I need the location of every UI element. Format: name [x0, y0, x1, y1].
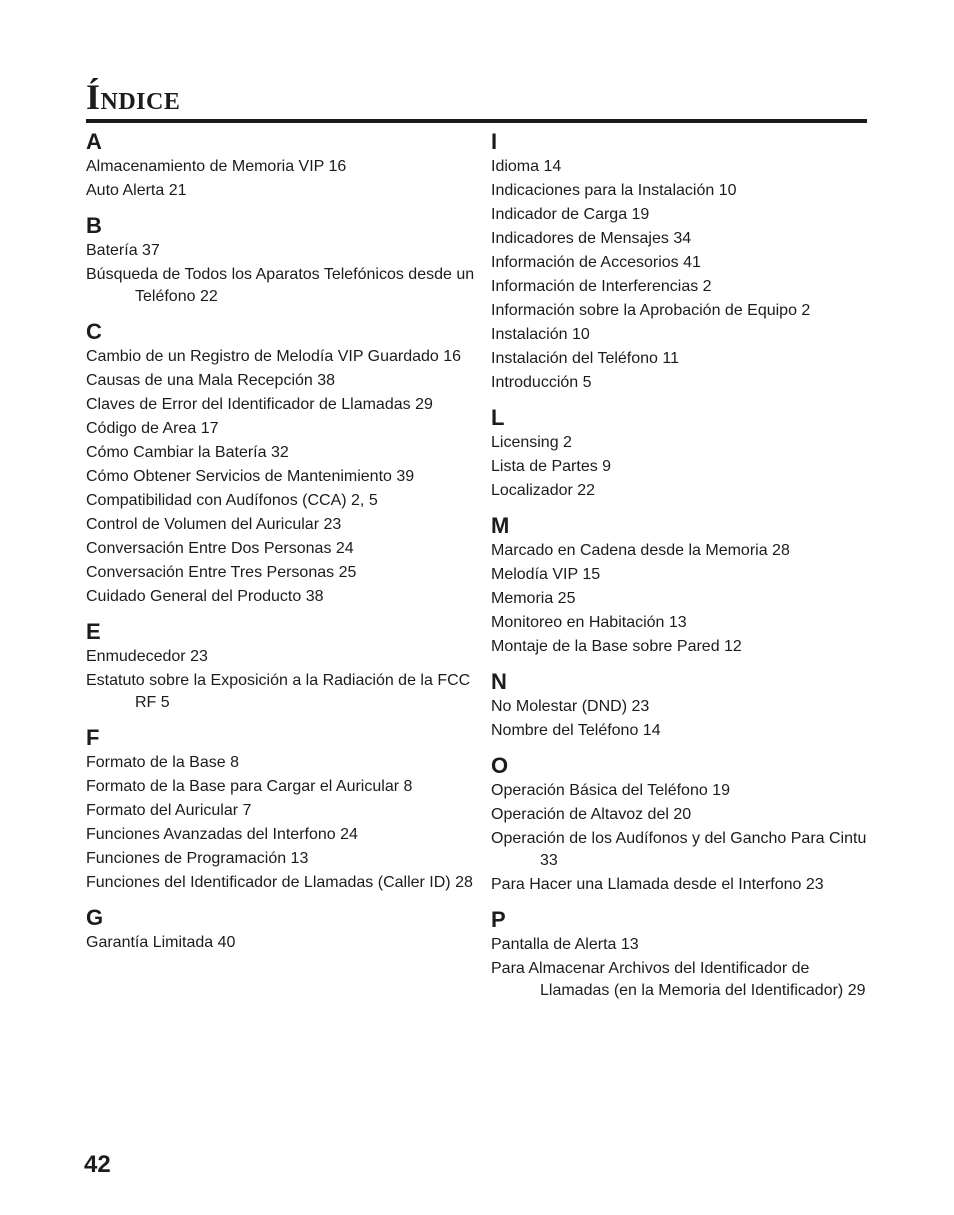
index-entry: Pantalla de Alerta 13: [491, 936, 639, 953]
index-entry: Enmudecedor 23: [86, 648, 208, 665]
index-entry: Melodía VIP 15: [491, 566, 601, 583]
index-entry: Causas de una Mala Recepción 38: [86, 372, 336, 389]
index-entry: Auto Alerta 21: [86, 182, 187, 199]
index-column-left: [86, 127, 476, 963]
index-entry: Para Hacer una Llamada desde el Interfono 23: [491, 876, 824, 893]
section-letter: P: [491, 907, 506, 932]
index-entry: Código de Area 17: [86, 420, 219, 437]
index-entry: Operación de los Audífonos y del Gancho Para Cintu 33: [491, 830, 867, 869]
index-entry: Compatibilidad con Audífonos (CCA) 2, 5: [86, 492, 378, 509]
index-entry: Indicadores de Mensajes 34: [491, 230, 692, 247]
index-entry: No Molestar (DND) 23: [491, 698, 650, 715]
index-section: [491, 403, 876, 502]
index-section: [86, 317, 476, 608]
index-entry: Formato del Auricular 7: [86, 802, 252, 819]
index-entry: Información de Accesorios 41: [491, 254, 701, 271]
index-entry: Lista de Partes 9: [491, 458, 612, 475]
title-rest: NDICE: [100, 89, 181, 115]
index-section: [86, 127, 476, 202]
section-letter: N: [491, 669, 507, 694]
index-entry: Cómo Cambiar la Batería 32: [86, 444, 289, 461]
index-entry: Indicaciones para la Instalación 10: [491, 182, 737, 199]
section-letter: C: [86, 319, 102, 344]
index-section: [86, 723, 476, 894]
index-entry: Cuidado General del Producto 38: [86, 588, 324, 605]
index-entry: Estatuto sobre la Exposición a la Radiación de la FCC RF 5: [86, 672, 471, 711]
index-entry: Garantía Limitada 40: [86, 934, 236, 951]
index-entry: Nombre del Teléfono 14: [491, 722, 661, 739]
title-initial: Í: [86, 77, 101, 117]
index-section: [491, 511, 876, 658]
index-section: [491, 905, 876, 1002]
index-entry: Idioma 14: [491, 158, 562, 175]
section-letter: A: [86, 129, 102, 154]
index-entry: Funciones del Identificador de Llamadas (Caller ID) 28: [86, 874, 473, 891]
index-entry: Almacenamiento de Memoria VIP 16: [86, 158, 347, 175]
section-letter: M: [491, 513, 510, 538]
index-entry: Información de Interferencias 2: [491, 278, 712, 295]
title-rule: [86, 119, 867, 123]
index-entry: Claves de Error del Identificador de Llamadas 29: [86, 396, 433, 413]
section-letter: L: [491, 405, 505, 430]
section-letter: E: [86, 619, 101, 644]
index-section: [491, 751, 876, 896]
index-entry: Cambio de un Registro de Melodía VIP Guardado 16: [86, 348, 462, 365]
index-entry: Operación Básica del Teléfono 19: [491, 782, 730, 799]
index-entry: Conversación Entre Dos Personas 24: [86, 540, 354, 557]
index-entry: Conversación Entre Tres Personas 25: [86, 564, 357, 581]
section-letter: B: [86, 213, 102, 238]
index-section: [491, 667, 876, 742]
index-section: [86, 211, 476, 308]
index-entry: Instalación 10: [491, 326, 590, 343]
index-entry: Introducción 5: [491, 374, 592, 391]
page-number: 42: [84, 1151, 111, 1178]
index-entry: Monitoreo en Habitación 13: [491, 614, 687, 631]
index-entry: Funciones Avanzadas del Interfono 24: [86, 826, 358, 843]
section-letter: G: [86, 905, 104, 930]
index-entry: Memoria 25: [491, 590, 576, 607]
index-entry: Marcado en Cadena desde la Memoria 28: [491, 542, 790, 559]
index-entry: Formato de la Base para Cargar el Auricular 8: [86, 778, 413, 795]
index-entry: Operación de Altavoz del 20: [491, 806, 692, 823]
page-title: [86, 76, 180, 123]
index-section: [86, 903, 476, 954]
index-entry: Información sobre la Aprobación de Equipo 2: [491, 302, 811, 319]
index-entry: Batería 37: [86, 242, 160, 259]
index-entry: Localizador 22: [491, 482, 596, 499]
index-entry: Instalación del Teléfono 11: [491, 350, 679, 367]
index-entry: Formato de la Base 8: [86, 754, 239, 771]
index-entry: Cómo Obtener Servicios de Mantenimiento 39: [86, 468, 415, 485]
index-entry: Licensing 2: [491, 434, 572, 451]
index-column-right: [491, 127, 876, 1011]
index-entry: Para Almacenar Archivos del Identificador de Llamadas (en la Memoria del Identificador) 29: [491, 960, 866, 999]
index-entry: Búsqueda de Todos los Aparatos Telefónicos desde un Teléfono 22: [86, 266, 475, 305]
index-entry: Funciones de Programación 13: [86, 850, 309, 867]
index-section: [86, 617, 476, 714]
index-entry: Control de Volumen del Auricular 23: [86, 516, 342, 533]
section-letter: O: [491, 753, 509, 778]
index-entry: Montaje de la Base sobre Pared 12: [491, 638, 742, 655]
section-letter: F: [86, 725, 100, 750]
index-section: [491, 127, 876, 394]
index-entry: Indicador de Carga 19: [491, 206, 650, 223]
section-letter: I: [491, 129, 498, 154]
